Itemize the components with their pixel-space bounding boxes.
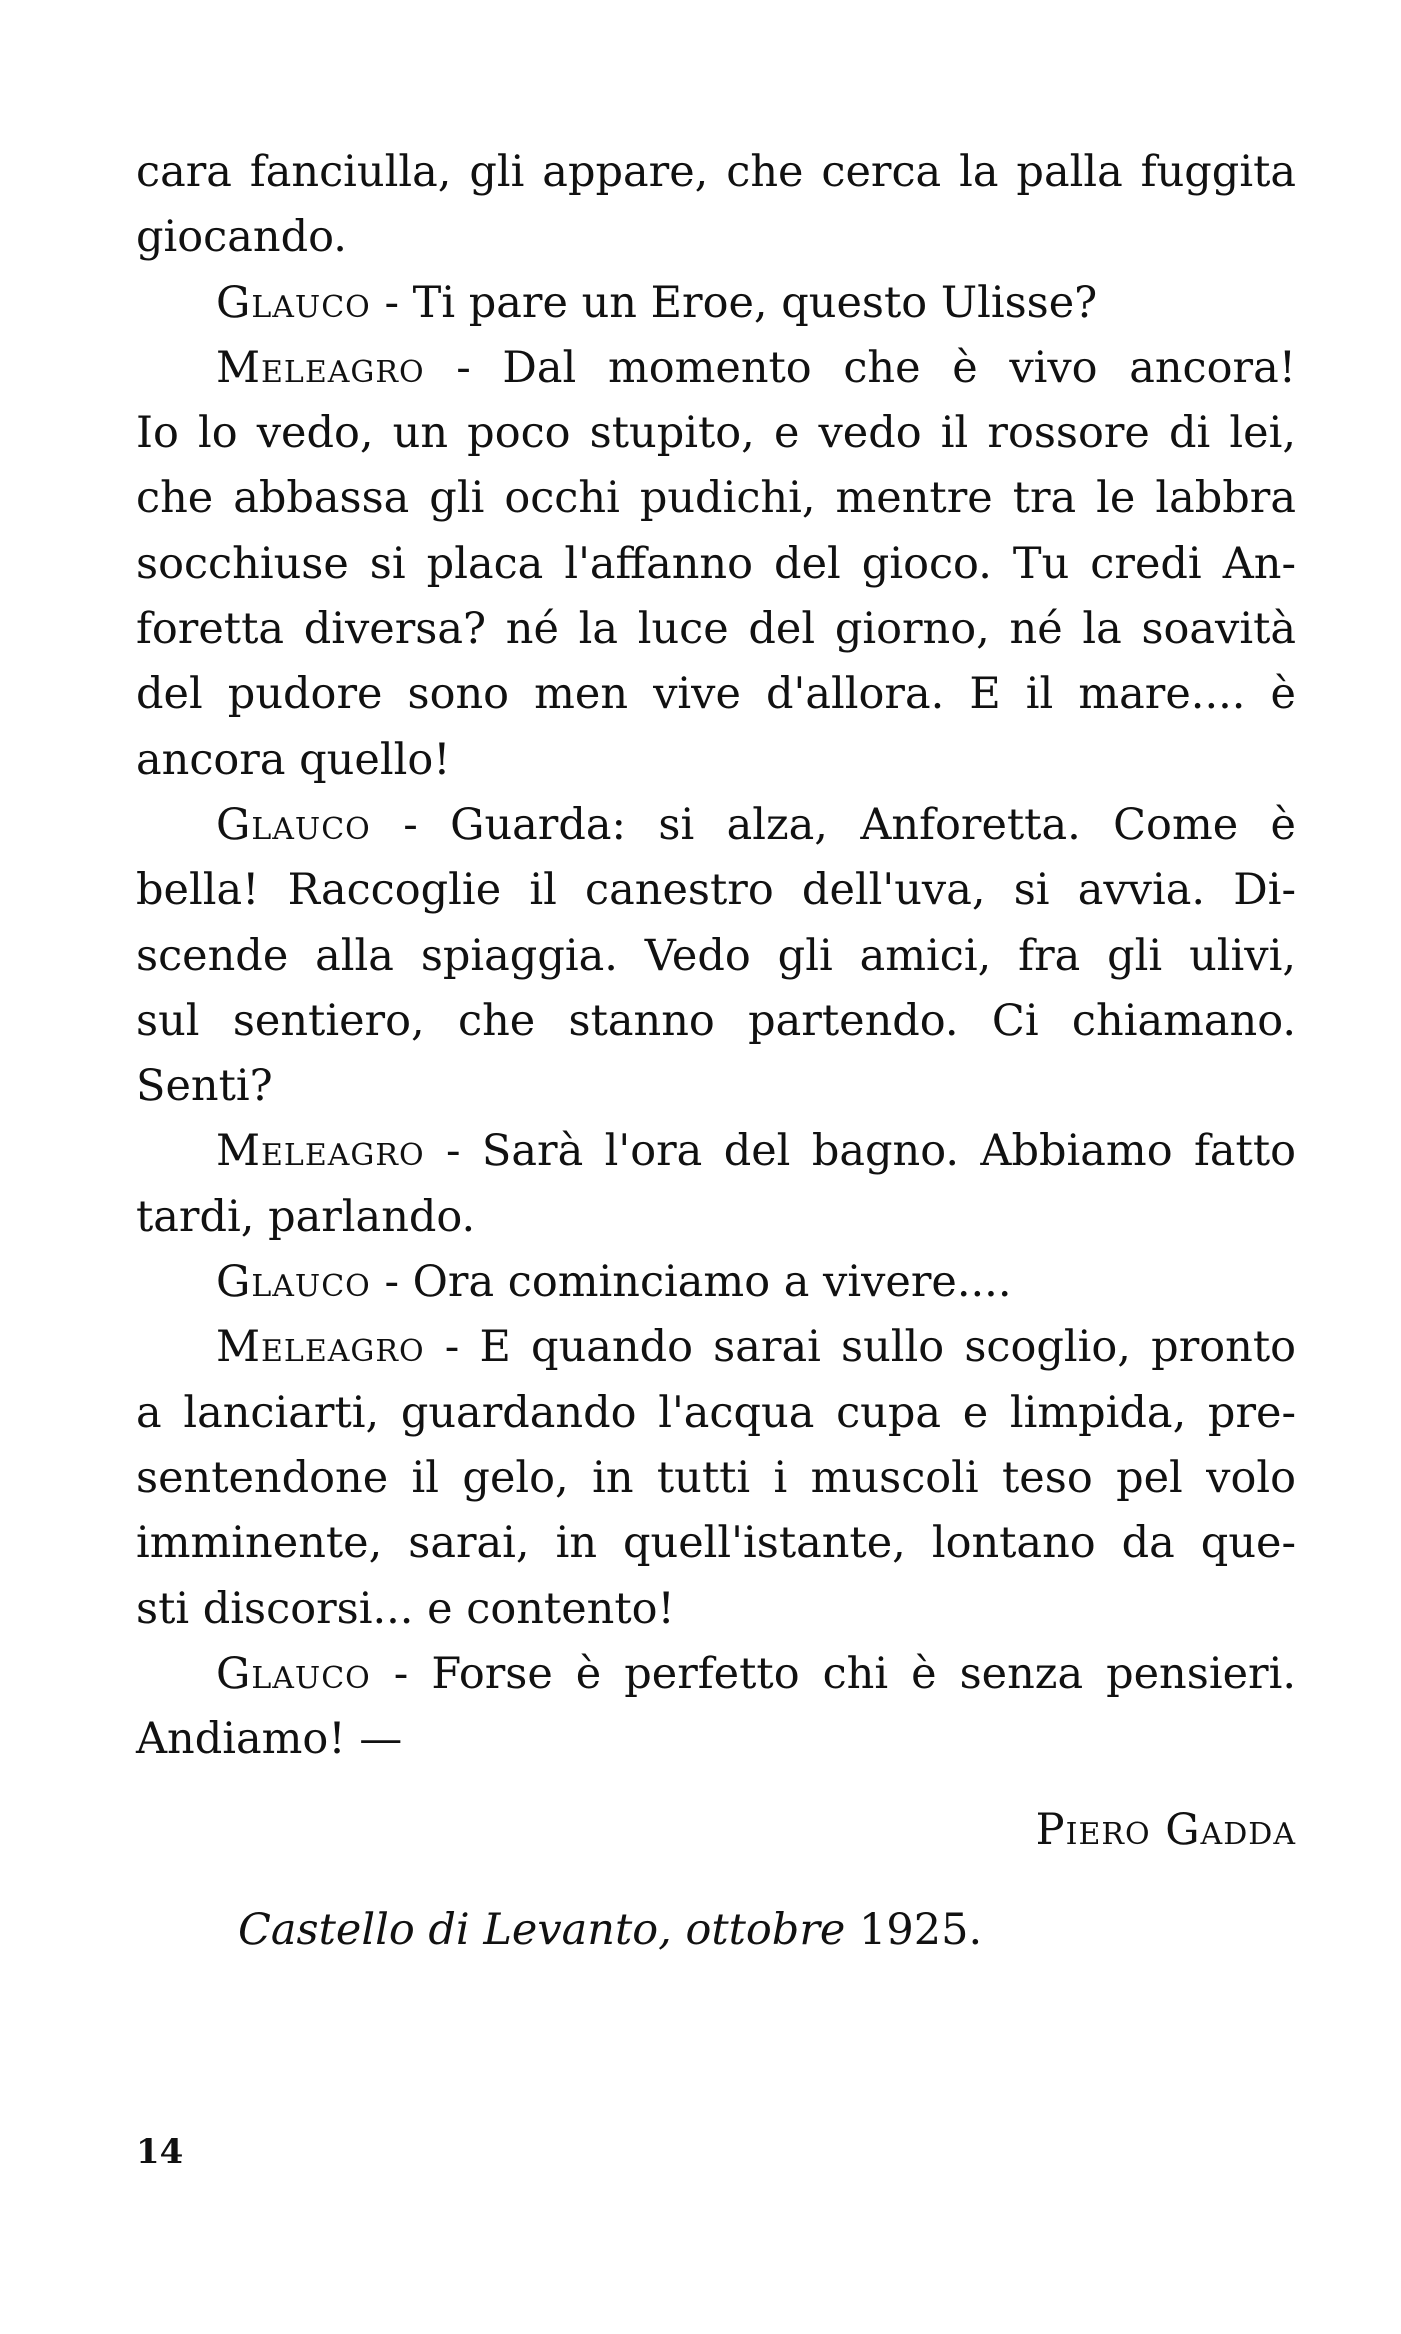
- dialogue-line: [136, 271, 1296, 336]
- page-text: [136, 140, 1296, 1772]
- dialogue-line: [136, 1315, 1296, 1380]
- speaker-name: Glauco: [216, 1257, 371, 1308]
- speaker-name: Meleagro: [216, 1126, 425, 1177]
- text-line: imminente, sarai, in quell'istante, lontano da que-: [136, 1518, 1296, 1569]
- text-line: ancora quello!: [136, 734, 451, 785]
- dialogue-text: - Guarda: si alza, Anforetta. Come è: [403, 799, 1297, 850]
- dialogue-line: [136, 793, 1296, 858]
- text-line: sentendone il gelo, in tutti i muscoli teso pel volo: [136, 1452, 1296, 1503]
- text-line: cara fanciulla, gli appare, che cerca la palla fuggita: [136, 147, 1296, 197]
- text-line: Io lo vedo, un poco stupito, e vedo il rossore di lei,: [136, 408, 1296, 459]
- text-line: giocando.: [136, 212, 347, 263]
- text-line: sti discorsi... e contento!: [136, 1583, 675, 1634]
- text-line: scende alla spiaggia. Vedo gli amici, fra gli ulivi,: [136, 930, 1296, 981]
- year-text: 1925.: [859, 1905, 983, 1955]
- place-text: Castello di Levanto, ottobre: [238, 1905, 846, 1955]
- speaker-name: Meleagro: [216, 342, 425, 393]
- dialogue-line: [136, 336, 1296, 401]
- speaker-name: Glauco: [216, 1648, 371, 1699]
- speaker-name: Glauco: [216, 799, 371, 850]
- dialogue-text: - Ti pare un Eroe, questo Ulisse?: [384, 277, 1098, 328]
- dialogue-line: [136, 1119, 1296, 1184]
- dialogue-text: - E quando sarai sullo scoglio, pronto: [444, 1322, 1296, 1373]
- speaker-name: Glauco: [216, 277, 371, 328]
- speaker-name: Meleagro: [216, 1322, 425, 1373]
- text-line: a lanciarti, guardando l'acqua cupa e limpida, pre-: [136, 1387, 1296, 1438]
- place-date: [238, 1905, 982, 1955]
- dialogue-text: - Forse è perfetto chi è senza pensieri.: [393, 1648, 1296, 1699]
- text-line: foretta diversa? né la luce del giorno, né la soavità: [136, 604, 1296, 655]
- author-signature: Piero Gadda: [1035, 1805, 1296, 1855]
- text-line: Andiamo! —: [136, 1714, 403, 1765]
- text-line: sul sentiero, che stanno partendo. Ci chiamano.: [136, 995, 1296, 1046]
- text-line: del pudore sono men vive d'allora. E il mare.... è: [136, 669, 1296, 720]
- text-line: che abbassa gli occhi pudichi, mentre tra le labbra: [136, 473, 1296, 524]
- text-line: bella! Raccoglie il canestro dell'uva, si avvia. Di-: [136, 865, 1296, 916]
- dialogue-text: - Dal momento che è vivo ancora!: [456, 342, 1296, 393]
- text-line: socchiuse si placa l'affanno del gioco. Tu credi An-: [136, 538, 1296, 589]
- text-line: tardi, parlando.: [136, 1191, 476, 1242]
- dialogue-line: [136, 1250, 1296, 1315]
- dialogue-line: [136, 1642, 1296, 1707]
- page-number: 14: [136, 2132, 184, 2172]
- dialogue-text: - Sarà l'ora del bagno. Abbiamo fatto: [445, 1126, 1296, 1177]
- dialogue-text: - Ora cominciamo a vivere....: [384, 1257, 1012, 1308]
- text-line: Senti?: [136, 1061, 273, 1112]
